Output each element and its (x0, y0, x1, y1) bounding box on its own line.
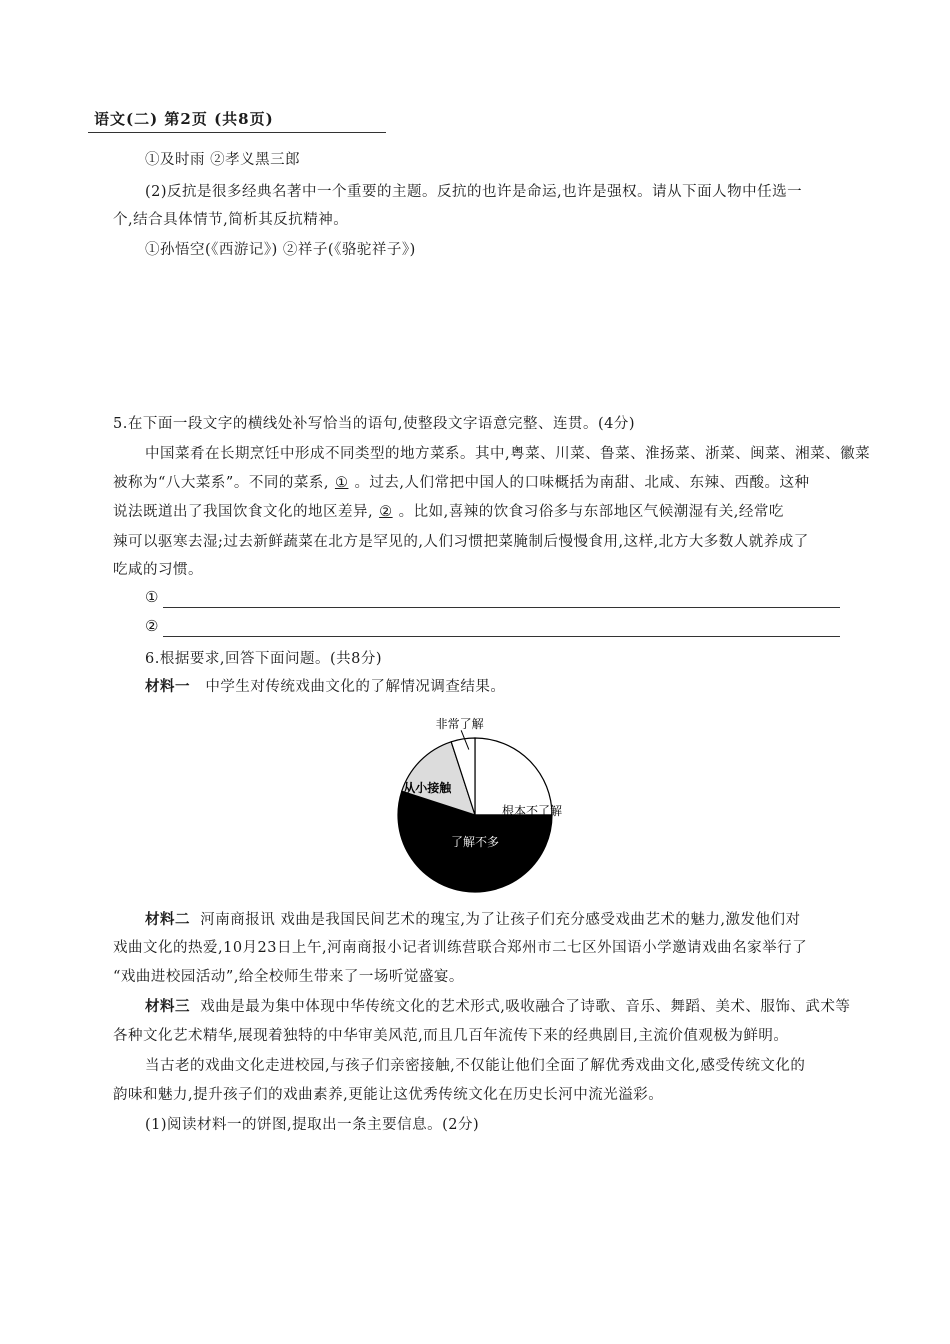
material-3-label: 材料三 (145, 999, 190, 1015)
answer-line-1[interactable] (145, 590, 840, 610)
q5-line-1: 中国菜肴在长期烹饪中形成不同类型的地方菜系。其中,粤菜、川菜、鲁菜、淮扬菜、浙菜、闽菜、湘菜、徽菜 (145, 446, 871, 462)
q5-line-5: 吃咸的习惯。 (113, 562, 203, 578)
q5-title: 5.在下面一段文字的横线处补写恰当的语句,使整段文字语意完整、连贯。(4分) (113, 416, 635, 432)
paragraph-line-2: 韵味和魅力,提升孩子们的戏曲素养,更能让这优秀传统文化在历史长河中流光溢彩。 (113, 1087, 664, 1103)
pie-label-1: 了解不多 (450, 834, 500, 849)
answer-1-number: ① (145, 588, 159, 606)
material-3-line-2: 各种文化艺术精华,展现着独特的中华审美风范,而且几百年流传下来的经典剧目,主流价值观极为鲜明。 (113, 1028, 789, 1044)
answer-1-rule (163, 607, 840, 608)
material-3-text-1: 戏曲是最为集中体现中华传统文化的艺术形式,吸收融合了诗歌、音乐、舞蹈、美术、服饰、武术等 (200, 999, 851, 1015)
answer-2-number: ② (145, 617, 159, 635)
q5-line-4: 辣可以驱寒去湿;过去新鲜蔬菜在北方是罕见的,人们习惯把菜腌制后慢慢食用,这样,北方大多数人就养成了 (113, 534, 809, 550)
material-2-line-3: “戏曲进校园活动”,给全校师生带来了一场听觉盛宴。 (113, 969, 464, 985)
q4-options-2: ①孙悟空(《西游记》) ②祥子(《骆驼祥子》) (145, 242, 416, 258)
q5-line-2 (113, 473, 810, 493)
material-2-label: 材料二 (145, 912, 190, 928)
material-2-text-1: 河南商报讯 戏曲是我国民间艺术的瑰宝,为了让孩子们充分感受戏曲艺术的魅力,激发他们对 (200, 912, 801, 928)
q4-prompt-line-1: (2)反抗是很多经典名著中一个重要的主题。反抗的也许是命运,也许是强权。请从下面人物中任选一 (145, 184, 803, 200)
answer-2-rule (163, 636, 840, 637)
q4-options-1: ①及时雨 ②孝义黑三郎 (145, 152, 301, 168)
pie-label-2: 从小接触 (403, 781, 452, 796)
pie-label-3: 非常了解 (435, 717, 484, 732)
material-3-line-1 (145, 997, 850, 1017)
q5-line-2a: 被称为“八大菜系”。不同的菜系, (113, 475, 329, 491)
material-1-text: 中学生对传统戏曲文化的了解情况调查结果。 (205, 679, 506, 695)
q5-line-3b: 。比如,喜辣的饮食习俗多与东部地区气候潮湿有关,经常吃 (398, 504, 784, 520)
answer-line-2[interactable] (145, 619, 840, 639)
blank-2: ② (379, 504, 393, 520)
q5-line-2b: 。过去,人们常把中国人的口味概括为南甜、北咸、东辣、西酸。这种 (354, 475, 810, 491)
q6-title: 6.根据要求,回答下面问题。(共8分) (145, 651, 382, 667)
blank-1: ① (334, 475, 349, 491)
material-1-label: 材料一 (145, 679, 190, 695)
material-2-line-2: 戏曲文化的热爱,10月23日上午,河南商报小记者训练营联合郑州市二七区外国语小学邀请戏曲名家举行了 (113, 940, 808, 956)
pie-label-0: 根本不了解 (501, 804, 562, 819)
q6-subquestion-1: (1)阅读材料一的饼图,提取出一条主要信息。(2分) (145, 1117, 480, 1133)
page-header (88, 108, 386, 133)
pie-chart (360, 705, 590, 905)
material-1 (145, 677, 505, 697)
q5-line-3 (113, 502, 784, 522)
paragraph-line-1: 当古老的戏曲文化走进校园,与孩子们亲密接触,不仅能让他们全面了解优秀戏曲文化,感受传统文化的 (145, 1058, 806, 1074)
header-text: 语文(二) 第2页 (共8页) (94, 110, 274, 128)
q5-line-3a: 说法既道出了我国饮食文化的地区差异, (113, 504, 374, 520)
q4-prompt-line-2: 个,结合具体情节,简析其反抗精神。 (113, 212, 349, 228)
material-2-line-1 (145, 910, 801, 930)
